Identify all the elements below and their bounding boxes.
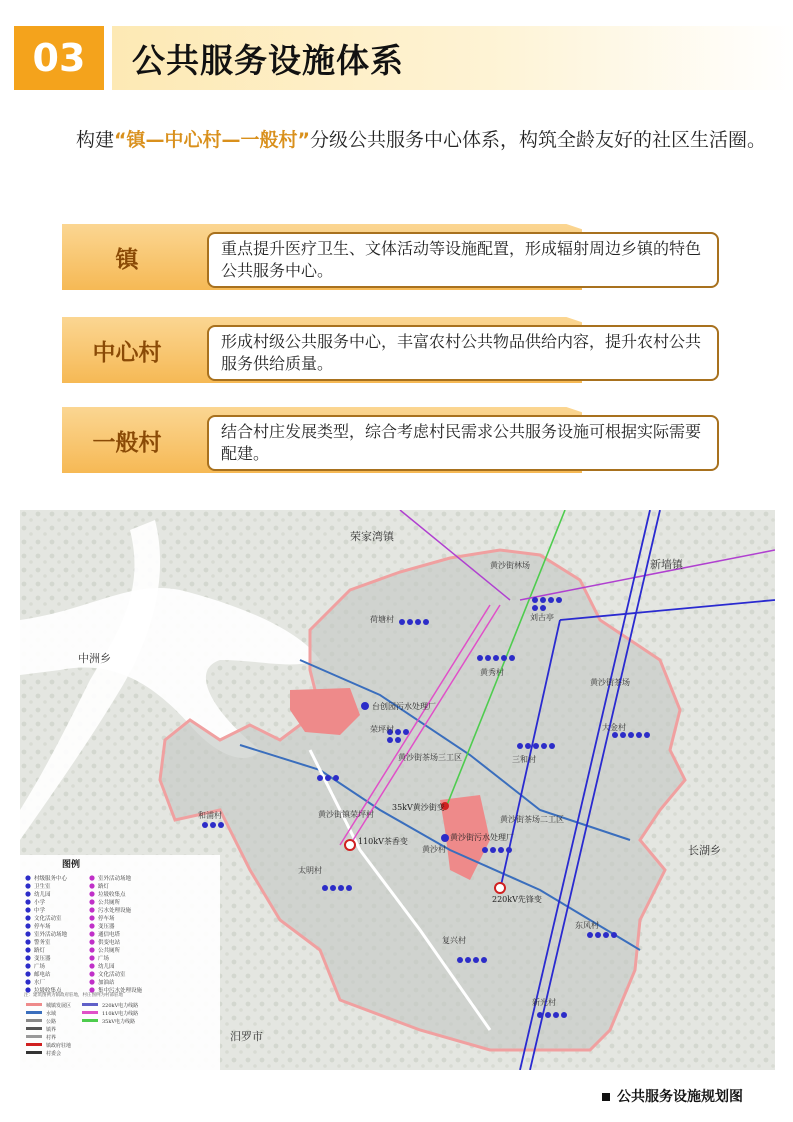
tier-label: 一般村: [92, 429, 162, 456]
legend-symbol-icon: [25, 939, 30, 944]
legend-symbol-icon: [25, 883, 30, 888]
tier-description: 形成村级公共服务中心，丰富农村公共物品供给内容，提升农村公共服务供给质量。: [207, 325, 719, 381]
legend-symbol-icon: [25, 923, 30, 928]
village-label: 黄沙村: [422, 845, 446, 854]
legend-item: 文化活动室: [98, 972, 126, 978]
map-label: 汨罗市: [230, 1030, 263, 1043]
village-label: 复兴村: [442, 936, 466, 945]
legend-line-swatch: [82, 1003, 98, 1006]
village-label: 黄沙街林场: [490, 561, 530, 570]
map-label: 长湖乡: [688, 844, 721, 857]
legend-symbol-icon: [25, 955, 30, 960]
legend-line-item: 城镇发展区: [46, 1003, 72, 1009]
village-label: 刘古亭: [530, 613, 554, 622]
tier-description: 结合村庄发展类型，综合考虑村民需求公共服务设施可根据实际需要配建。: [207, 415, 719, 471]
tier-label: 中心村: [92, 339, 162, 366]
legend-lines-2: [82, 1002, 138, 1025]
legend-symbol-icon: [25, 931, 30, 936]
legend-symbol-icon: [89, 923, 94, 928]
legend-line-swatch: [26, 1003, 42, 1006]
legend-line-swatch: [26, 1035, 42, 1038]
legend-item: 文化活动室: [34, 916, 62, 922]
section-number: 03: [14, 26, 104, 90]
map-legend: [20, 855, 220, 1070]
map-caption: [602, 1086, 743, 1106]
legend-symbol-icon: [25, 947, 30, 952]
facility-planning-map: [20, 510, 775, 1070]
legend-symbol-icon: [89, 931, 94, 936]
legend-line-item: 公路: [46, 1019, 57, 1025]
village-label: 东风村: [575, 921, 599, 930]
legend-symbol-icon: [89, 907, 94, 912]
legend-item: 卫生室: [34, 884, 51, 890]
village-label: 荣坪村: [370, 725, 394, 734]
village-label: 黄秀村: [480, 668, 504, 677]
legend-symbol-icon: [89, 987, 94, 992]
legend-symbol-icon: [89, 955, 94, 960]
village-label: 黄沙街茶场二工区: [500, 815, 564, 824]
tier-label: 镇: [115, 246, 139, 273]
caption-text: 公共服务设施规划图: [617, 1089, 743, 1105]
tier-central-village: [62, 317, 724, 383]
legend-symbol-icon: [25, 891, 30, 896]
village-label: 太明村: [298, 866, 322, 875]
map-label: 荣家湾镇: [350, 530, 394, 543]
legend-item: 停车场: [98, 916, 115, 922]
village-label: 大金村: [602, 723, 626, 732]
legend-item: 变压器: [98, 924, 115, 930]
legend-symbol-icon: [89, 883, 94, 888]
village-label: 黄沙街镇荣坪村: [318, 810, 374, 819]
tier-general-village: [62, 407, 724, 473]
village-label: 荷塘村: [370, 615, 394, 624]
legend-line-swatch: [26, 1051, 42, 1054]
facility-label: 35kV黄沙街变: [392, 803, 445, 812]
legend-item: 通信电塔: [98, 932, 121, 938]
legend-symbol-icon: [25, 987, 30, 992]
legend-item: 垃圾收集点: [98, 892, 126, 898]
legend-item: 村级服务中心: [34, 876, 68, 882]
legend-line-swatch: [26, 1043, 42, 1046]
legend-line-swatch: [82, 1019, 98, 1022]
legend-item: 公共厕所: [98, 948, 121, 954]
legend-symbol-icon: [25, 899, 30, 904]
legend-item: 污水处理设施: [98, 908, 132, 914]
legend-item: 室外活动场地: [98, 876, 132, 882]
legend-item: 小学: [34, 900, 46, 906]
facility-label: 110kV茶香变: [358, 837, 408, 846]
legend-item: 路灯: [34, 948, 46, 954]
village-label: 黄沙街茶场三工区: [398, 753, 462, 762]
legend-symbol-icon: [89, 899, 94, 904]
legend-symbol-icon: [25, 971, 30, 976]
intro-text-before: 构建: [76, 129, 115, 151]
legend-symbol-icon: [89, 979, 94, 984]
legend-line-swatch: [26, 1019, 42, 1022]
legend-item: 供变电站: [98, 940, 121, 946]
legend-item: 邮电站: [34, 972, 51, 978]
facility-label: 台创园污水处理厂: [372, 702, 436, 711]
legend-line-item: 镇政府驻地: [46, 1043, 72, 1049]
legend-line-item: 水域: [46, 1011, 57, 1017]
legend-symbol-icon: [89, 891, 94, 896]
sewage-plant-icon: [361, 702, 369, 710]
legend-symbol-icon: [89, 875, 94, 880]
caption-bullet-icon: [602, 1093, 610, 1101]
legend-note: 注：建筑图例为镇政府驻地，村庄图例为村部驻地: [24, 993, 123, 998]
legend-item: 幼儿园: [34, 892, 51, 898]
legend-symbol-icon: [89, 939, 94, 944]
page-title: 公共服务设施体系: [132, 40, 404, 80]
legend-symbol-icon: [89, 963, 94, 968]
legend-item: 垃圾收集点: [34, 988, 62, 994]
legend-line-swatch: [26, 1027, 42, 1030]
village-label: 黄沙街茶场: [590, 678, 630, 687]
substation-icon: [345, 840, 355, 850]
legend-line-item: 220kV电力线路: [102, 1003, 139, 1009]
legend-line-swatch: [26, 1011, 42, 1014]
facility-label: 黄沙街污水处理厂: [450, 833, 514, 842]
legend-line-item: 镇界: [46, 1027, 57, 1033]
legend-item: 广场: [98, 956, 110, 962]
legend-item: 路灯: [98, 884, 110, 890]
tier-description: 重点提升医疗卫生、文体活动等设施配置，形成辐射周边乡镇的特色公共服务中心。: [207, 232, 719, 288]
legend-symbol-icon: [89, 947, 94, 952]
village-label: 和浦村: [198, 811, 222, 820]
facility-label: 220kV先锋变: [492, 895, 542, 904]
legend-line-item: 35kV电力线路: [102, 1019, 136, 1025]
legend-line-item: 村委会: [46, 1051, 62, 1057]
legend-symbol-icon: [25, 963, 30, 968]
intro-paragraph: [30, 120, 770, 160]
sewage-plant-icon: [441, 834, 449, 842]
substation-icon: [495, 883, 505, 893]
legend-symbol-icon: [25, 979, 30, 984]
village-label: 新光村: [532, 998, 556, 1007]
legend-item: 加油站: [98, 980, 115, 986]
legend-line-swatch: [82, 1011, 98, 1014]
legend-item: 水厂: [34, 980, 46, 986]
legend-item: 室外活动场地: [34, 932, 68, 938]
map-label: 中洲乡: [78, 652, 111, 665]
legend-item: 警务室: [34, 940, 51, 946]
intro-text-after: 分级公共服务中心体系，构筑全龄友好的社区生活圈。: [310, 129, 767, 151]
legend-item: 停车场: [34, 924, 51, 930]
legend-line-item: 村界: [46, 1035, 57, 1041]
village-label: 三和村: [512, 755, 536, 764]
legend-title: 图例: [62, 860, 81, 870]
legend-symbol-icon: [89, 971, 94, 976]
legend-symbol-icon: [25, 915, 30, 920]
legend-symbol-icon: [25, 907, 30, 912]
tier-town: [62, 224, 724, 290]
legend-item: 幼儿园: [98, 964, 115, 970]
intro-highlight: “镇—中心村—一般村”: [114, 129, 310, 151]
legend-item: 广场: [34, 964, 46, 970]
legend-item: 变压器: [34, 956, 51, 962]
legend-line-item: 110kV电力线路: [102, 1011, 139, 1017]
map-label: 新墙镇: [650, 558, 683, 571]
legend-item: 集中污水处理设施: [98, 988, 143, 994]
legend-symbol-icon: [89, 915, 94, 920]
legend-symbol-icon: [25, 875, 30, 880]
legend-item: 公共厕所: [98, 900, 121, 906]
legend-item: 中学: [34, 908, 46, 914]
